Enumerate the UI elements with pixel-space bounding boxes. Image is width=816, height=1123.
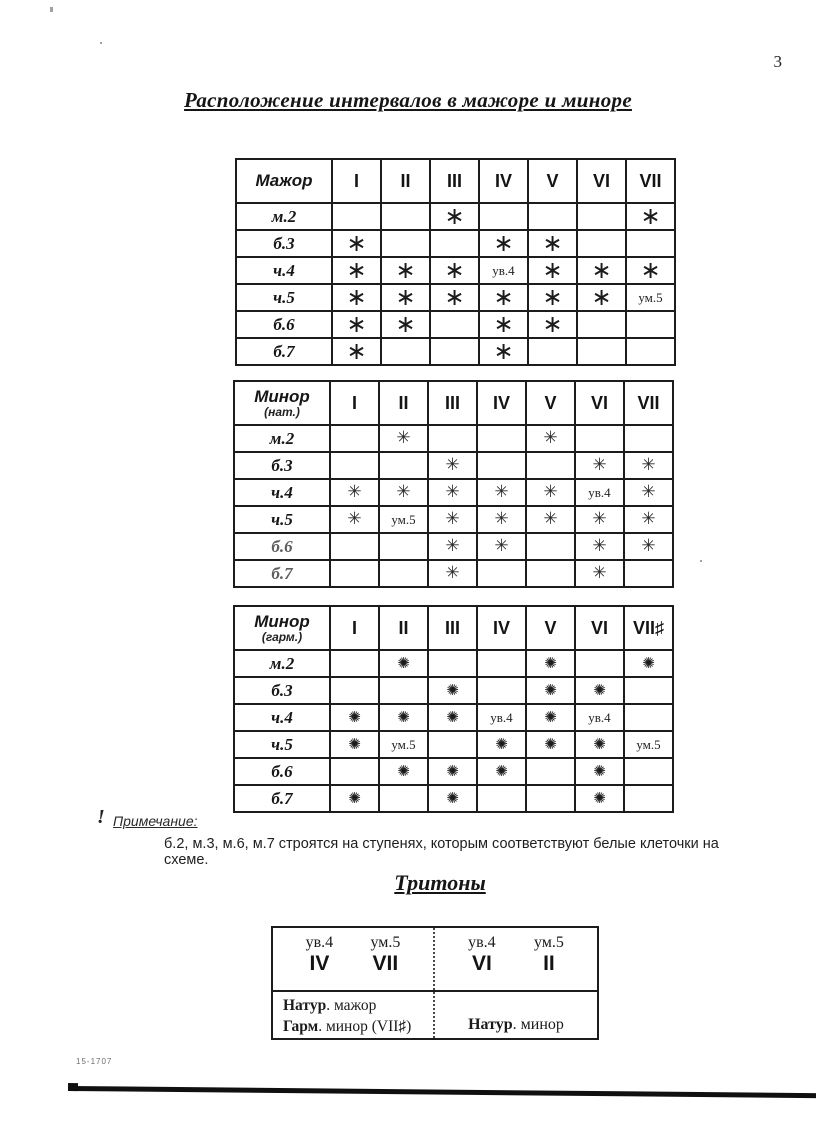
interval-cell: [428, 758, 477, 785]
interval-cell: [477, 758, 526, 785]
interval-cell: [624, 452, 673, 479]
tritones-right-caption: [435, 992, 597, 1038]
tritones-degrees-row: [273, 928, 597, 992]
interval-cell: [575, 452, 624, 479]
interval-cell: [575, 731, 624, 758]
interval-cell: [575, 758, 624, 785]
interval-cell: [477, 785, 526, 812]
interval-cell: [332, 284, 381, 311]
interval-cell: [430, 338, 479, 365]
interval-cell: [330, 560, 379, 587]
table-row: [234, 560, 673, 587]
asterisk-mark: ∗: [395, 257, 416, 284]
degree-header-cell: IV: [477, 381, 526, 425]
asterisk-mark: ✳: [396, 482, 411, 502]
interval-cell: [477, 677, 526, 704]
interval-cell: [479, 257, 528, 284]
table-header-row: [236, 159, 675, 203]
asterisk-mark: ✳: [592, 455, 607, 475]
asterisk-mark: ✳: [592, 536, 607, 556]
asterisk-mark: ✺: [495, 734, 508, 753]
asterisk-mark: ✳: [592, 563, 607, 583]
interval-cell: [477, 560, 526, 587]
interval-cell: [428, 704, 477, 731]
interval-cell: [477, 731, 526, 758]
note-text: б.2, м.3, м.6, м.7 строятся на ступенях, которым соответствуют белые клеточки на схеме.: [164, 836, 719, 868]
interval-cell: [477, 704, 526, 731]
interval-cell: [379, 758, 428, 785]
interval-cell: [577, 230, 626, 257]
interval-cell: [479, 338, 528, 365]
interval-cell: [332, 203, 381, 230]
interval-row-label: б.7: [234, 560, 330, 587]
altered-interval-label: ум.5: [391, 511, 416, 527]
table-header-row: [234, 606, 673, 650]
interval-cell: [381, 257, 430, 284]
interval-cell: [479, 284, 528, 311]
altered-interval-label: ув.4: [490, 709, 513, 725]
asterisk-mark: ✺: [593, 680, 606, 699]
tritones-left-caption: [273, 992, 435, 1038]
asterisk-mark: ✺: [495, 761, 508, 780]
asterisk-mark: ∗: [346, 338, 367, 365]
interval-cell: [381, 311, 430, 338]
interval-cell: [526, 452, 575, 479]
degree-header-cell: II: [381, 159, 430, 203]
interval-cell: [332, 338, 381, 365]
interval-cell: [379, 650, 428, 677]
asterisk-mark: ∗: [444, 284, 465, 311]
interval-cell: [428, 785, 477, 812]
interval-cell: [626, 338, 675, 365]
asterisk-mark: ∗: [640, 203, 661, 230]
interval-cell: [526, 758, 575, 785]
tritones-captions-row: [273, 992, 597, 1038]
altered-interval-label: ув.4: [588, 484, 611, 500]
degree-header-cell: I: [330, 606, 379, 650]
asterisk-mark: ∗: [542, 230, 563, 257]
asterisk-mark: ✳: [641, 536, 656, 556]
interval-cell: [528, 311, 577, 338]
table-row: [234, 785, 673, 812]
interval-cell: [575, 506, 624, 533]
interval-cell: [526, 785, 575, 812]
altered-interval-label: ум.5: [636, 736, 661, 752]
interval-cell: [477, 425, 526, 452]
tritones-title: Тритоны: [394, 870, 486, 895]
degree-header-cell: VI: [575, 381, 624, 425]
interval-label: ув.4: [468, 934, 496, 951]
interval-cell: [575, 560, 624, 587]
interval-cell: [577, 338, 626, 365]
table-row: [236, 338, 675, 365]
table-row: [234, 731, 673, 758]
interval-cell: [381, 338, 430, 365]
interval-cell: [330, 506, 379, 533]
interval-cell: [575, 479, 624, 506]
note-label: Примечание:: [113, 813, 198, 829]
asterisk-mark: ✺: [348, 707, 361, 726]
degree-label: II: [543, 952, 555, 975]
note-exclamation: !: [97, 806, 105, 828]
interval-cell: [430, 284, 479, 311]
interval-cell: [428, 506, 477, 533]
asterisk-mark: ✺: [642, 653, 655, 672]
interval-cell: [379, 452, 428, 479]
asterisk-mark: ✳: [494, 509, 509, 529]
interval-cell: [430, 311, 479, 338]
interval-cell: [330, 479, 379, 506]
asterisk-mark: ✳: [494, 482, 509, 502]
interval-row-label: ч.5: [236, 284, 332, 311]
interval-cell: [428, 650, 477, 677]
interval-cell: [477, 533, 526, 560]
table-row: [234, 758, 673, 785]
interval-cell: [379, 677, 428, 704]
caption-line: Гарм. минор (VII♯): [283, 1018, 412, 1035]
degree-header-cell: VII♯: [624, 606, 673, 650]
interval-cell: [577, 311, 626, 338]
table-row: [236, 284, 675, 311]
interval-cell: [477, 650, 526, 677]
interval-cell: [575, 785, 624, 812]
interval-cell: [379, 479, 428, 506]
asterisk-mark: ✳: [641, 509, 656, 529]
interval-cell: [528, 338, 577, 365]
asterisk-mark: ∗: [591, 257, 612, 284]
interval-label: ум.5: [533, 934, 564, 951]
interval-cell: [379, 533, 428, 560]
degree-header-cell: V: [526, 381, 575, 425]
asterisk-mark: ∗: [542, 284, 563, 311]
interval-row-label: б.6: [234, 758, 330, 785]
degree-header-cell: IV: [477, 606, 526, 650]
degree-header-cell: VI: [577, 159, 626, 203]
interval-cell: [528, 257, 577, 284]
interval-cell: [330, 650, 379, 677]
interval-cell: [430, 230, 479, 257]
asterisk-mark: ✺: [593, 788, 606, 807]
altered-interval-label: ув.4: [492, 262, 515, 278]
asterisk-mark: ✳: [445, 482, 460, 502]
interval-cell: [626, 230, 675, 257]
asterisk-mark: ✳: [445, 455, 460, 475]
interval-cell: [624, 506, 673, 533]
asterisk-mark: ∗: [493, 311, 514, 338]
interval-cell: [330, 677, 379, 704]
interval-cell: [526, 425, 575, 452]
scan-speck: [700, 560, 702, 562]
table-row: [234, 650, 673, 677]
degree-header-cell: I: [332, 159, 381, 203]
asterisk-mark: ✺: [544, 680, 557, 699]
table-row: [234, 704, 673, 731]
interval-cell: [430, 257, 479, 284]
table-row: [234, 533, 673, 560]
interval-cell: [624, 785, 673, 812]
interval-cell: [624, 650, 673, 677]
tritones-left-degrees: [273, 928, 435, 990]
asterisk-mark: ∗: [542, 311, 563, 338]
interval-cell: [526, 731, 575, 758]
interval-cell: [428, 452, 477, 479]
altered-interval-label: ум.5: [638, 289, 663, 305]
interval-cell: [624, 425, 673, 452]
degree-header-cell: III: [430, 159, 479, 203]
table-row: [234, 506, 673, 533]
degree-header-cell: III: [428, 381, 477, 425]
interval-table-minor-natural: [233, 380, 674, 588]
asterisk-mark: ✺: [544, 707, 557, 726]
degree-label: IV: [309, 952, 330, 975]
interval-cell: [575, 650, 624, 677]
asterisk-mark: ✺: [348, 734, 361, 753]
interval-row-label: б.6: [236, 311, 332, 338]
asterisk-mark: ✳: [445, 536, 460, 556]
table-header-row: [234, 381, 673, 425]
interval-cell: [379, 704, 428, 731]
interval-row-label: б.3: [236, 230, 332, 257]
interval-row-label: м.2: [234, 425, 330, 452]
interval-cell: [526, 560, 575, 587]
asterisk-mark: ∗: [346, 230, 367, 257]
degree-header-cell: VII: [624, 381, 673, 425]
print-footer-mark: 15-1707: [76, 1057, 113, 1066]
asterisk-mark: ✺: [544, 653, 557, 672]
interval-cell: [577, 284, 626, 311]
interval-cell: [526, 533, 575, 560]
interval-row-label: м.2: [234, 650, 330, 677]
interval-cell: [332, 311, 381, 338]
altered-interval-label: ум.5: [391, 736, 416, 752]
asterisk-mark: ∗: [640, 257, 661, 284]
interval-row-label: ч.4: [234, 704, 330, 731]
interval-cell: [624, 560, 673, 587]
table-title-cell: Мажор: [236, 159, 332, 203]
asterisk-mark: ✳: [347, 509, 362, 529]
interval-cell: [626, 311, 675, 338]
table-row: [234, 479, 673, 506]
asterisk-mark: ✺: [397, 653, 410, 672]
interval-cell: [528, 203, 577, 230]
asterisk-mark: ∗: [493, 230, 514, 257]
interval-cell: [379, 425, 428, 452]
table-title-cell: Минор (нат.): [234, 381, 330, 425]
altered-interval-label: ув.4: [588, 709, 611, 725]
interval-cell: [330, 704, 379, 731]
asterisk-mark: ✳: [543, 509, 558, 529]
interval-row-label: б.6: [234, 533, 330, 560]
degree-header-cell: IV: [479, 159, 528, 203]
asterisk-mark: ✺: [397, 707, 410, 726]
table-row: [236, 257, 675, 284]
interval-cell: [379, 731, 428, 758]
asterisk-mark: ✺: [348, 788, 361, 807]
interval-cell: [526, 677, 575, 704]
interval-cell: [624, 479, 673, 506]
degree-header-cell: V: [528, 159, 577, 203]
asterisk-mark: ✺: [446, 707, 459, 726]
interval-row-label: б.7: [234, 785, 330, 812]
degree-header-cell: II: [379, 606, 428, 650]
asterisk-mark: ∗: [542, 257, 563, 284]
interval-cell: [428, 560, 477, 587]
asterisk-mark: ✳: [347, 482, 362, 502]
interval-cell: [428, 533, 477, 560]
asterisk-mark: ✺: [446, 680, 459, 699]
interval-cell: [528, 284, 577, 311]
interval-cell: [526, 506, 575, 533]
interval-cell: [577, 257, 626, 284]
interval-cell: [479, 230, 528, 257]
interval-cell: [477, 452, 526, 479]
tritones-right-degrees: [435, 928, 597, 990]
interval-row-label: ч.4: [234, 479, 330, 506]
interval-cell: [330, 758, 379, 785]
table-row: [236, 203, 675, 230]
interval-cell: [477, 506, 526, 533]
asterisk-mark: ✺: [397, 761, 410, 780]
interval-table-minor-harmonic: [233, 605, 674, 813]
interval-cell: [330, 452, 379, 479]
asterisk-mark: ✳: [641, 482, 656, 502]
scan-speck: [100, 42, 102, 44]
asterisk-mark: ✺: [544, 734, 557, 753]
interval-cell: [626, 203, 675, 230]
interval-cell: [526, 704, 575, 731]
degree-header-cell: VII: [626, 159, 675, 203]
interval-cell: [624, 704, 673, 731]
asterisk-mark: ∗: [591, 284, 612, 311]
asterisk-mark: ∗: [493, 338, 514, 365]
degree-header-cell: I: [330, 381, 379, 425]
degree-header-cell: VI: [575, 606, 624, 650]
interval-cell: [379, 560, 428, 587]
table-row: [234, 452, 673, 479]
interval-cell: [381, 203, 430, 230]
caption-line: Натур. минор: [468, 1016, 564, 1033]
interval-cell: [575, 677, 624, 704]
interval-label: ум.5: [370, 934, 401, 951]
asterisk-mark: ∗: [395, 311, 416, 338]
interval-cell: [332, 257, 381, 284]
tritones-table: [271, 926, 599, 1040]
interval-row-label: ч.4: [236, 257, 332, 284]
page-number: 3: [773, 52, 782, 71]
table-row: [234, 677, 673, 704]
asterisk-mark: ∗: [346, 257, 367, 284]
interval-row-label: б.3: [234, 677, 330, 704]
degree-label: VI: [471, 952, 492, 975]
asterisk-mark: ✳: [641, 455, 656, 475]
asterisk-mark: ✳: [543, 428, 558, 448]
asterisk-mark: ✳: [445, 509, 460, 529]
asterisk-mark: ✺: [593, 734, 606, 753]
asterisk-mark: ∗: [395, 284, 416, 311]
asterisk-mark: ✺: [593, 761, 606, 780]
table-title-cell: Минор (гарм.): [234, 606, 330, 650]
interval-cell: [624, 758, 673, 785]
interval-cell: [626, 284, 675, 311]
interval-cell: [526, 479, 575, 506]
interval-cell: [381, 230, 430, 257]
asterisk-mark: ✳: [494, 536, 509, 556]
interval-cell: [428, 677, 477, 704]
interval-row-label: ч.5: [234, 731, 330, 758]
degree-header-cell: II: [379, 381, 428, 425]
interval-row-label: ч.5: [234, 506, 330, 533]
table-row: [236, 230, 675, 257]
caption-line: Натур. мажор: [283, 997, 377, 1014]
asterisk-mark: ∗: [346, 311, 367, 338]
table-row: [236, 311, 675, 338]
table-row: [234, 425, 673, 452]
interval-cell: [430, 203, 479, 230]
interval-cell: [428, 479, 477, 506]
interval-cell: [379, 785, 428, 812]
asterisk-mark: ✳: [543, 482, 558, 502]
interval-cell: [479, 311, 528, 338]
interval-cell: [379, 506, 428, 533]
asterisk-mark: ∗: [444, 257, 465, 284]
interval-cell: [624, 731, 673, 758]
scan-speck: [50, 7, 53, 12]
interval-cell: [575, 425, 624, 452]
interval-cell: [575, 533, 624, 560]
interval-label: ув.4: [305, 934, 334, 951]
asterisk-mark: ∗: [444, 203, 465, 230]
interval-cell: [624, 533, 673, 560]
interval-cell: [428, 731, 477, 758]
asterisk-mark: ✳: [396, 428, 411, 448]
asterisk-mark: ∗: [346, 284, 367, 311]
interval-row-label: м.2: [236, 203, 332, 230]
interval-cell: [330, 785, 379, 812]
asterisk-mark: ✺: [446, 788, 459, 807]
asterisk-mark: ✳: [445, 563, 460, 583]
interval-cell: [528, 230, 577, 257]
interval-cell: [477, 479, 526, 506]
asterisk-mark: ∗: [493, 284, 514, 311]
interval-cell: [479, 203, 528, 230]
interval-table-major: [235, 158, 676, 366]
interval-cell: [330, 533, 379, 560]
interval-row-label: б.3: [234, 452, 330, 479]
interval-cell: [330, 731, 379, 758]
degree-header-cell: III: [428, 606, 477, 650]
degree-header-cell: V: [526, 606, 575, 650]
interval-cell: [428, 425, 477, 452]
interval-cell: [526, 650, 575, 677]
interval-cell: [626, 257, 675, 284]
interval-cell: [330, 425, 379, 452]
interval-cell: [624, 677, 673, 704]
degree-label: VII: [372, 952, 399, 975]
asterisk-mark: ✳: [592, 509, 607, 529]
asterisk-mark: ✺: [446, 761, 459, 780]
interval-cell: [575, 704, 624, 731]
interval-cell: [381, 284, 430, 311]
interval-row-label: б.7: [236, 338, 332, 365]
page-title: Расположение интервалов в мажоре и миноре: [184, 88, 632, 112]
scan-edge-artifact: [70, 1086, 816, 1098]
interval-cell: [332, 230, 381, 257]
interval-cell: [577, 203, 626, 230]
